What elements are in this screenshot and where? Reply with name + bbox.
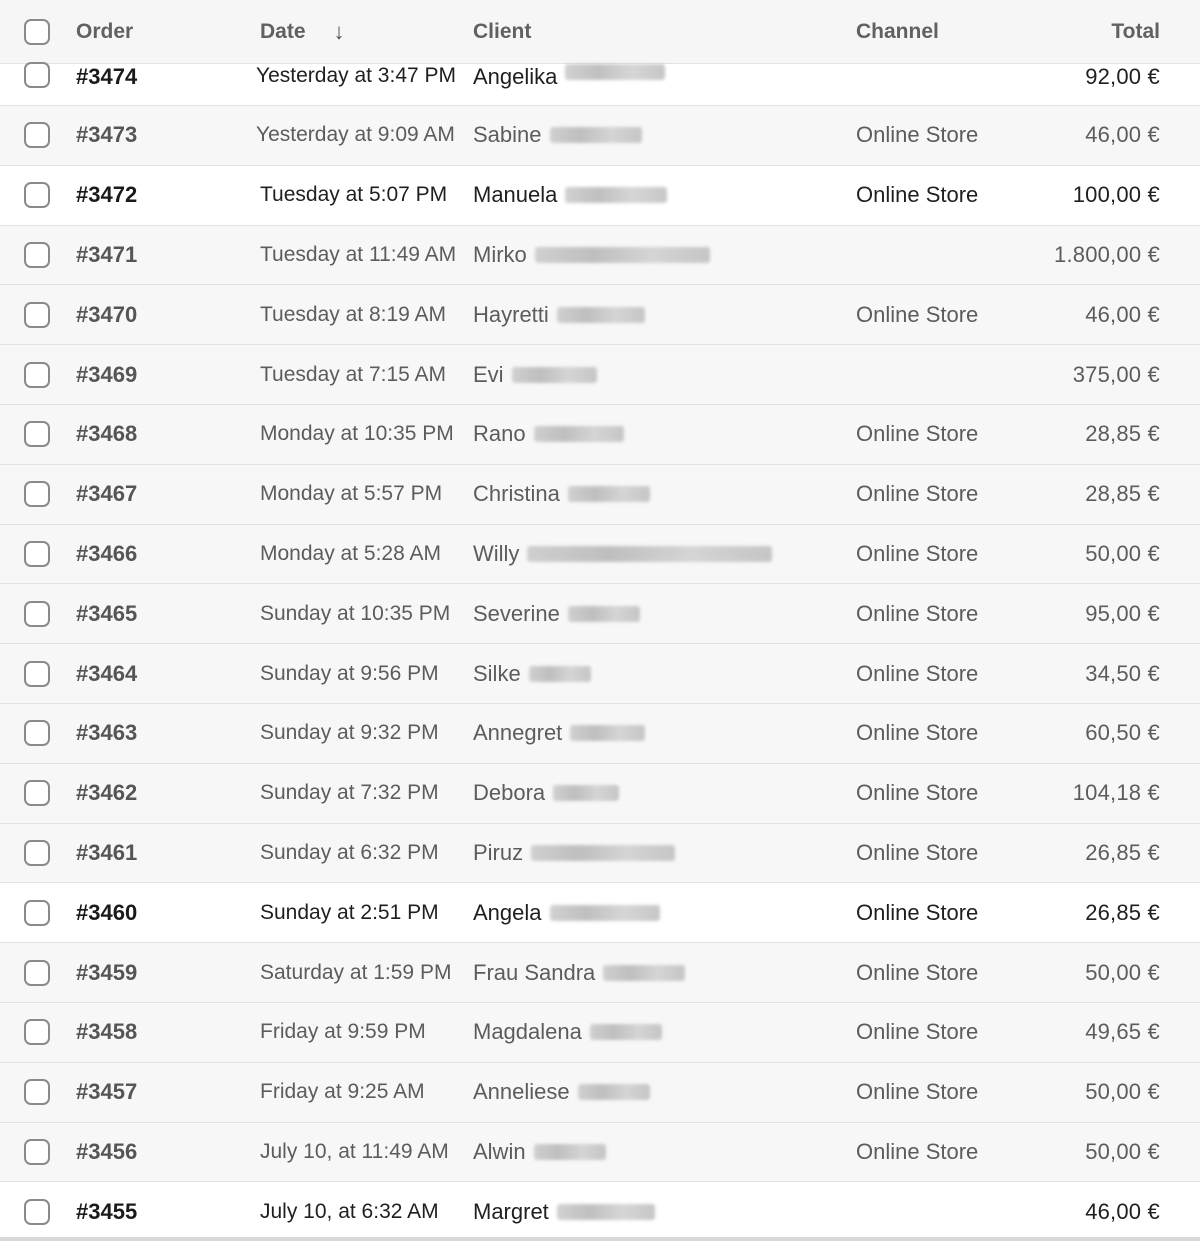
sales-channel: Online Store bbox=[856, 301, 979, 327]
order-number[interactable]: #3460 bbox=[76, 899, 138, 925]
date-cell bbox=[260, 584, 450, 643]
row-checkbox-cell bbox=[24, 1063, 54, 1122]
order-cell bbox=[76, 1182, 137, 1241]
row-checkbox[interactable] bbox=[24, 601, 50, 627]
row-checkbox[interactable] bbox=[24, 62, 50, 88]
header-checkbox-cell bbox=[24, 0, 54, 63]
sales-channel: Online Store bbox=[856, 1079, 979, 1105]
channel-cell bbox=[856, 584, 978, 643]
order-total: 60,50 € bbox=[1085, 720, 1160, 746]
row-checkbox-cell bbox=[24, 1123, 54, 1182]
order-total: 92,00 € bbox=[1085, 64, 1160, 89]
channel-cell bbox=[856, 764, 978, 823]
row-checkbox[interactable] bbox=[24, 182, 50, 208]
client-cell bbox=[473, 226, 710, 285]
row-checkbox[interactable] bbox=[24, 661, 50, 687]
sales-channel: Online Store bbox=[856, 600, 979, 626]
order-total: 50,00 € bbox=[1085, 959, 1160, 985]
date-cell bbox=[260, 1063, 425, 1122]
client-first-name: Angelika bbox=[473, 64, 558, 89]
order-total: 26,85 € bbox=[1085, 899, 1160, 925]
redacted-surname bbox=[557, 307, 645, 323]
order-date: Friday at 9:25 AM bbox=[260, 1080, 425, 1104]
order-total: 34,50 € bbox=[1085, 660, 1160, 686]
sales-channel: Online Store bbox=[856, 959, 979, 985]
client-first-name: Annegret bbox=[473, 720, 563, 746]
client-first-name: Sabine bbox=[473, 122, 542, 148]
date-cell bbox=[260, 704, 439, 763]
order-number[interactable]: #3465 bbox=[76, 600, 138, 626]
total-cell bbox=[1085, 704, 1160, 763]
date-cell bbox=[260, 345, 446, 404]
total-cell bbox=[1085, 584, 1160, 643]
order-cell bbox=[76, 764, 137, 823]
order-cell bbox=[76, 226, 137, 285]
client-first-name: Mirko bbox=[473, 241, 527, 267]
sales-channel: Online Store bbox=[856, 720, 979, 746]
table-row[interactable] bbox=[0, 943, 1200, 1003]
order-date: Tuesday at 7:15 AM bbox=[260, 362, 446, 386]
total-cell bbox=[1085, 943, 1160, 1002]
row-checkbox[interactable] bbox=[24, 1199, 50, 1225]
redacted-surname bbox=[590, 1024, 662, 1040]
client-first-name: Magdalena bbox=[473, 1019, 582, 1045]
client-first-name: Willy bbox=[473, 540, 520, 566]
channel-cell bbox=[856, 1063, 978, 1122]
redacted-surname bbox=[568, 606, 640, 622]
channel-cell bbox=[856, 1123, 978, 1182]
client-first-name: Silke bbox=[473, 660, 521, 686]
order-number[interactable]: #3463 bbox=[76, 720, 138, 746]
table-row[interactable] bbox=[0, 1123, 1200, 1183]
client-first-name: Evi bbox=[473, 361, 504, 387]
order-date: Sunday at 6:32 PM bbox=[260, 840, 439, 864]
order-number[interactable]: #3470 bbox=[76, 301, 138, 327]
channel-cell bbox=[856, 525, 978, 584]
order-cell bbox=[76, 824, 137, 883]
channel-cell bbox=[856, 824, 978, 883]
redacted-surname bbox=[603, 965, 685, 981]
order-date: Sunday at 9:56 PM bbox=[260, 661, 439, 685]
client-cell bbox=[473, 883, 660, 942]
date-cell bbox=[260, 943, 451, 1002]
row-checkbox-cell bbox=[24, 465, 54, 524]
row-checkbox[interactable] bbox=[24, 242, 50, 268]
date-cell bbox=[260, 226, 456, 285]
order-total: 375,00 € bbox=[1072, 361, 1160, 387]
order-column-header[interactable] bbox=[76, 0, 133, 63]
order-date: Sunday at 10:35 PM bbox=[260, 601, 451, 625]
total-cell bbox=[1085, 525, 1160, 584]
order-number[interactable]: #3455 bbox=[76, 1198, 138, 1224]
row-checkbox[interactable] bbox=[24, 1079, 50, 1105]
total-cell bbox=[1085, 1182, 1160, 1241]
table-row[interactable] bbox=[0, 644, 1200, 704]
order-number[interactable]: #3474 bbox=[76, 64, 138, 89]
order-date: Yesterday at 3:47 PM bbox=[256, 64, 457, 87]
date-cell bbox=[260, 525, 441, 584]
order-number[interactable]: #3471 bbox=[76, 241, 138, 267]
table-row[interactable] bbox=[0, 584, 1200, 644]
row-checkbox[interactable] bbox=[24, 960, 50, 986]
order-number[interactable]: #3468 bbox=[76, 421, 138, 447]
client-cell bbox=[473, 1123, 606, 1182]
order-total: 104,18 € bbox=[1072, 780, 1160, 806]
order-date: July 10, at 6:32 AM bbox=[260, 1199, 439, 1223]
redacted-surname bbox=[512, 367, 597, 383]
order-cell bbox=[76, 1003, 137, 1062]
orders-list bbox=[0, 64, 1200, 1241]
redacted-surname bbox=[553, 785, 619, 801]
order-number[interactable]: #3462 bbox=[76, 780, 138, 806]
client-column-header[interactable] bbox=[473, 0, 531, 63]
row-checkbox[interactable] bbox=[24, 1019, 50, 1045]
sales-channel: Online Store bbox=[856, 839, 979, 865]
table-row[interactable] bbox=[0, 405, 1200, 465]
order-date: Monday at 5:28 AM bbox=[260, 541, 441, 565]
order-total: 46,00 € bbox=[1085, 122, 1160, 148]
order-date: Sunday at 2:51 PM bbox=[260, 900, 439, 924]
order-header-label: Order bbox=[76, 19, 134, 43]
table-row[interactable] bbox=[0, 764, 1200, 824]
row-checkbox-cell bbox=[24, 883, 54, 942]
channel-cell bbox=[856, 704, 978, 763]
table-row[interactable] bbox=[0, 465, 1200, 525]
client-first-name: Christina bbox=[473, 481, 560, 507]
date-cell bbox=[260, 644, 439, 703]
select-all-checkbox[interactable] bbox=[24, 19, 50, 45]
total-cell bbox=[1085, 106, 1160, 165]
client-cell bbox=[473, 1182, 655, 1241]
channel-cell bbox=[856, 405, 978, 464]
date-cell bbox=[260, 883, 439, 942]
order-cell bbox=[76, 106, 137, 165]
redacted-surname bbox=[535, 247, 710, 263]
date-cell bbox=[256, 106, 455, 165]
row-checkbox-cell bbox=[24, 1182, 54, 1241]
horizontal-scrollbar[interactable] bbox=[0, 1237, 1200, 1241]
order-date: Sunday at 7:32 PM bbox=[260, 781, 439, 805]
redacted-surname bbox=[529, 666, 591, 682]
total-cell bbox=[1054, 226, 1160, 285]
order-total: 28,85 € bbox=[1085, 481, 1160, 507]
row-checkbox-cell bbox=[24, 345, 54, 404]
order-cell bbox=[76, 166, 137, 225]
client-cell bbox=[473, 943, 685, 1002]
order-cell bbox=[76, 285, 137, 344]
order-date: Monday at 5:57 PM bbox=[260, 482, 443, 506]
channel-cell bbox=[856, 166, 978, 225]
order-number[interactable]: #3456 bbox=[76, 1138, 138, 1164]
redacted-surname bbox=[550, 905, 660, 921]
date-cell bbox=[260, 285, 446, 344]
row-checkbox[interactable] bbox=[24, 362, 50, 388]
client-first-name: Rano bbox=[473, 421, 526, 447]
redacted-surname bbox=[568, 486, 650, 502]
order-date: Tuesday at 8:19 AM bbox=[260, 302, 446, 326]
row-checkbox-cell bbox=[24, 824, 54, 883]
order-number[interactable]: #3457 bbox=[76, 1079, 138, 1105]
table-header bbox=[0, 0, 1200, 64]
date-column-header[interactable] bbox=[260, 0, 345, 63]
row-checkbox-cell bbox=[24, 226, 54, 285]
client-first-name: Angela bbox=[473, 899, 542, 925]
table-row[interactable] bbox=[0, 166, 1200, 226]
total-header-label: Total bbox=[1111, 19, 1160, 43]
order-number[interactable]: #3473 bbox=[76, 122, 138, 148]
total-cell bbox=[1085, 405, 1160, 464]
table-row[interactable] bbox=[0, 285, 1200, 345]
redacted-surname bbox=[550, 127, 642, 143]
order-date: Tuesday at 11:49 AM bbox=[260, 242, 457, 266]
total-cell bbox=[1085, 465, 1160, 524]
client-first-name: Hayretti bbox=[473, 301, 549, 327]
row-checkbox-cell bbox=[24, 644, 54, 703]
order-total: 49,65 € bbox=[1085, 1019, 1160, 1045]
client-cell bbox=[473, 166, 667, 225]
client-cell bbox=[473, 465, 650, 524]
order-number[interactable]: #3469 bbox=[76, 361, 138, 387]
client-cell bbox=[473, 345, 597, 404]
order-cell bbox=[76, 943, 137, 1002]
channel-cell bbox=[856, 644, 978, 703]
table-row[interactable] bbox=[0, 704, 1200, 764]
order-date: Friday at 9:59 PM bbox=[260, 1020, 426, 1044]
client-first-name: Severine bbox=[473, 600, 560, 626]
date-cell bbox=[260, 1182, 439, 1241]
total-column-header[interactable] bbox=[1111, 0, 1160, 63]
client-first-name: Anneliese bbox=[473, 1079, 570, 1105]
client-cell bbox=[473, 1003, 662, 1062]
order-cell bbox=[76, 644, 137, 703]
date-cell bbox=[260, 824, 439, 883]
sales-channel: Online Store bbox=[856, 540, 979, 566]
channel-header-label: Channel bbox=[856, 19, 939, 43]
sales-channel: Online Store bbox=[856, 421, 979, 447]
total-cell bbox=[1085, 285, 1160, 344]
total-cell bbox=[1085, 883, 1160, 942]
client-cell bbox=[473, 64, 665, 105]
table-row[interactable] bbox=[0, 883, 1200, 943]
redacted-surname bbox=[565, 187, 667, 203]
client-first-name: Frau Sandra bbox=[473, 959, 596, 985]
row-checkbox[interactable] bbox=[24, 780, 50, 806]
client-first-name: Manuela bbox=[473, 182, 558, 208]
order-cell bbox=[76, 405, 137, 464]
order-cell bbox=[76, 704, 137, 763]
redacted-surname bbox=[565, 64, 665, 80]
row-checkbox-cell bbox=[24, 764, 54, 823]
row-checkbox[interactable] bbox=[24, 541, 50, 567]
total-cell bbox=[1085, 1003, 1160, 1062]
row-checkbox[interactable] bbox=[24, 1139, 50, 1165]
order-cell bbox=[76, 465, 137, 524]
date-cell bbox=[256, 64, 456, 105]
order-total: 46,00 € bbox=[1085, 1198, 1160, 1224]
total-cell bbox=[1085, 824, 1160, 883]
order-date: Saturday at 1:59 PM bbox=[260, 960, 452, 984]
order-cell bbox=[76, 883, 137, 942]
redacted-surname bbox=[534, 426, 624, 442]
order-total: 46,00 € bbox=[1085, 301, 1160, 327]
order-total: 28,85 € bbox=[1085, 421, 1160, 447]
order-total: 100,00 € bbox=[1072, 182, 1160, 208]
sort-descending-icon[interactable]: ↓ bbox=[333, 18, 345, 44]
channel-cell bbox=[856, 1003, 978, 1062]
sales-channel: Online Store bbox=[856, 780, 979, 806]
redacted-surname bbox=[527, 546, 772, 562]
redacted-surname bbox=[578, 1084, 650, 1100]
date-cell bbox=[260, 465, 442, 524]
date-cell bbox=[260, 166, 447, 225]
order-number[interactable]: #3458 bbox=[76, 1019, 138, 1045]
client-first-name: Margret bbox=[473, 1198, 549, 1224]
redacted-surname bbox=[570, 725, 645, 741]
channel-cell bbox=[856, 285, 978, 344]
order-date: July 10, at 11:49 AM bbox=[260, 1139, 449, 1163]
table-row[interactable] bbox=[0, 1003, 1200, 1063]
order-date: Sunday at 9:32 PM bbox=[260, 721, 439, 745]
row-checkbox[interactable] bbox=[24, 900, 50, 926]
redacted-surname bbox=[557, 1204, 655, 1220]
client-cell bbox=[473, 764, 619, 823]
row-checkbox-cell bbox=[24, 64, 54, 105]
order-number[interactable]: #3461 bbox=[76, 839, 138, 865]
total-cell bbox=[1073, 764, 1160, 823]
total-cell bbox=[1073, 166, 1160, 225]
sales-channel: Online Store bbox=[856, 899, 979, 925]
client-cell bbox=[473, 285, 645, 344]
order-date: Tuesday at 5:07 PM bbox=[260, 183, 448, 207]
date-cell bbox=[260, 405, 454, 464]
date-cell bbox=[260, 764, 439, 823]
order-number[interactable]: #3467 bbox=[76, 481, 138, 507]
row-checkbox-cell bbox=[24, 285, 54, 344]
client-header-label: Client bbox=[473, 19, 532, 43]
redacted-surname bbox=[534, 1144, 606, 1160]
channel-cell bbox=[856, 883, 978, 942]
order-total: 95,00 € bbox=[1085, 600, 1160, 626]
sales-channel: Online Store bbox=[856, 481, 979, 507]
row-checkbox-cell bbox=[24, 943, 54, 1002]
table-row[interactable] bbox=[0, 1063, 1200, 1123]
order-cell bbox=[76, 1123, 137, 1182]
client-cell bbox=[473, 405, 624, 464]
table-row[interactable] bbox=[0, 824, 1200, 884]
client-cell bbox=[473, 1063, 650, 1122]
order-total: 50,00 € bbox=[1085, 1079, 1160, 1105]
sales-channel: Online Store bbox=[856, 122, 979, 148]
client-cell bbox=[473, 584, 640, 643]
table-row[interactable] bbox=[0, 345, 1200, 405]
total-cell bbox=[1085, 1123, 1160, 1182]
row-checkbox[interactable] bbox=[24, 122, 50, 148]
client-cell bbox=[473, 824, 675, 883]
sales-channel: Online Store bbox=[856, 182, 979, 208]
order-number[interactable]: #3464 bbox=[76, 660, 138, 686]
order-total: 1.800,00 € bbox=[1054, 241, 1160, 267]
row-checkbox-cell bbox=[24, 584, 54, 643]
channel-cell bbox=[856, 943, 978, 1002]
row-checkbox-cell bbox=[24, 525, 54, 584]
sales-channel: Online Store bbox=[856, 660, 979, 686]
row-checkbox-cell bbox=[24, 704, 54, 763]
table-row[interactable] bbox=[0, 106, 1200, 166]
client-first-name: Piruz bbox=[473, 839, 524, 865]
total-cell bbox=[1085, 1063, 1160, 1122]
order-cell bbox=[76, 1063, 137, 1122]
row-checkbox-cell bbox=[24, 166, 54, 225]
channel-cell bbox=[856, 106, 978, 165]
order-date: Monday at 10:35 PM bbox=[260, 422, 454, 446]
channel-column-header[interactable] bbox=[856, 0, 939, 63]
table-row[interactable] bbox=[0, 226, 1200, 286]
client-first-name: Alwin bbox=[473, 1138, 526, 1164]
table-row[interactable] bbox=[0, 64, 1200, 106]
order-cell bbox=[76, 64, 137, 105]
client-first-name: Debora bbox=[473, 780, 546, 806]
order-date: Yesterday at 9:09 AM bbox=[256, 123, 455, 147]
sales-channel: Online Store bbox=[856, 1138, 979, 1164]
client-cell bbox=[473, 704, 645, 763]
total-cell bbox=[1073, 345, 1160, 404]
order-total: 50,00 € bbox=[1085, 540, 1160, 566]
client-cell bbox=[473, 525, 772, 584]
row-checkbox-cell bbox=[24, 1003, 54, 1062]
order-total: 26,85 € bbox=[1085, 839, 1160, 865]
sales-channel: Online Store bbox=[856, 1019, 979, 1045]
order-number[interactable]: #3472 bbox=[76, 182, 138, 208]
row-checkbox[interactable] bbox=[24, 840, 50, 866]
order-cell bbox=[76, 345, 137, 404]
date-cell bbox=[260, 1003, 426, 1062]
date-header-label: Date bbox=[260, 19, 306, 43]
row-checkbox[interactable] bbox=[24, 302, 50, 328]
row-checkbox-cell bbox=[24, 405, 54, 464]
total-cell bbox=[1085, 644, 1160, 703]
redacted-surname bbox=[531, 845, 675, 861]
order-number[interactable]: #3459 bbox=[76, 959, 138, 985]
client-cell bbox=[473, 106, 642, 165]
order-cell bbox=[76, 584, 137, 643]
order-number[interactable]: #3466 bbox=[76, 540, 138, 566]
table-row[interactable] bbox=[0, 1182, 1200, 1241]
order-total: 50,00 € bbox=[1085, 1138, 1160, 1164]
order-cell bbox=[76, 525, 137, 584]
total-cell bbox=[1085, 64, 1160, 105]
row-checkbox[interactable] bbox=[24, 421, 50, 447]
channel-cell bbox=[856, 465, 978, 524]
row-checkbox[interactable] bbox=[24, 481, 50, 507]
client-cell bbox=[473, 644, 591, 703]
date-cell bbox=[260, 1123, 449, 1182]
table-row[interactable] bbox=[0, 525, 1200, 585]
row-checkbox[interactable] bbox=[24, 720, 50, 746]
row-checkbox-cell bbox=[24, 106, 54, 165]
